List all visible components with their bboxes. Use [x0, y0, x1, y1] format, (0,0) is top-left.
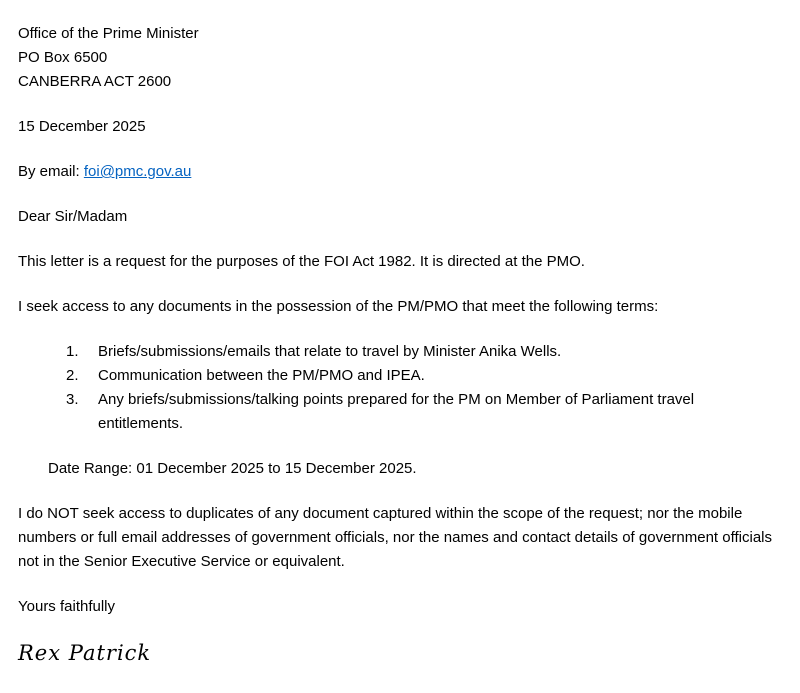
paragraph-scope: I seek access to any documents in the possession of the PM/PMO that meet the following terms:: [18, 298, 659, 315]
email-line: [18, 160, 780, 184]
list-item: Any briefs/submissions/talking points prepared for the PM on Member of Parliament travel entitlements.: [98, 391, 695, 432]
list-item: Briefs/submissions/emails that relate to travel by Minister Anika Wells.: [98, 343, 562, 360]
date-range-line: Date Range: 01 December 2025 to 15 December 2025.: [48, 460, 417, 477]
request-terms-list: [18, 340, 780, 436]
sender-city-line: CANBERRA ACT 2600: [18, 73, 172, 90]
salutation: Dear Sir/Madam: [18, 208, 128, 225]
paragraph-exclusions: I do NOT seek access to duplicates of any document captured within the scope of the request; nor the mobile numbers or full email addresses of government officials, nor the names and contact details of government officials not in the Senior Executive Service or equivalent.: [18, 505, 773, 570]
sender-office-line: Office of the Prime Minister: [18, 25, 199, 42]
email-line-prefix: By email:: [18, 163, 84, 180]
paragraph-request: This letter is a request for the purposes of the FOI Act 1982. It is directed at the PMO.: [18, 253, 585, 270]
sender-pobox-line: PO Box 6500: [18, 49, 108, 66]
email-link[interactable]: foi@pmc.gov.au: [83, 163, 192, 180]
letter-date: 15 December 2025: [18, 118, 146, 135]
sender-address-block: [18, 22, 780, 94]
closing-line: Yours faithfully: [18, 598, 116, 615]
list-item: Communication between the PM/PMO and IPEA.: [98, 367, 425, 384]
signature: Rex Patrick: [18, 641, 152, 665]
